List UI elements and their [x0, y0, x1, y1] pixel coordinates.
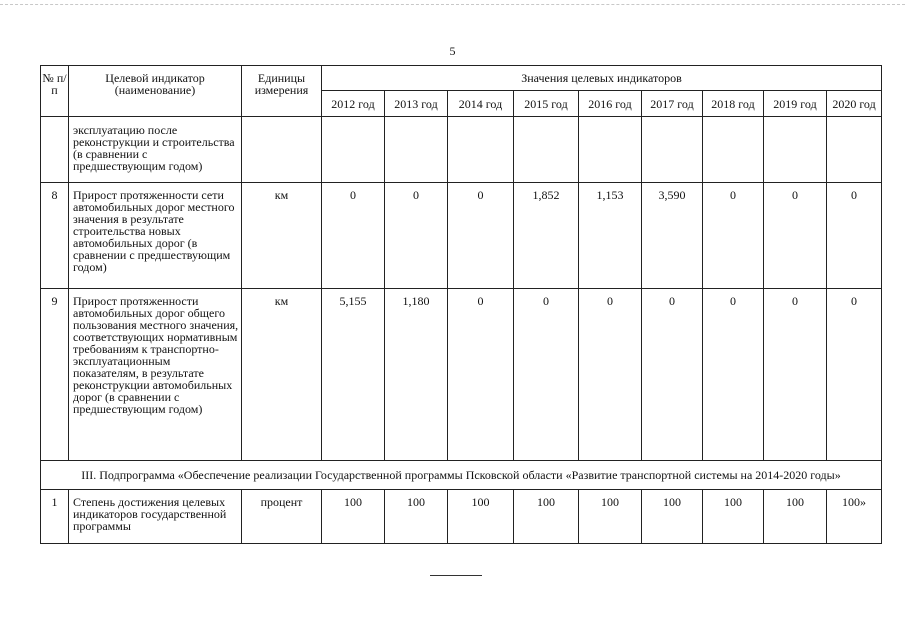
row-value: 0 — [448, 289, 514, 461]
page-top-edge — [0, 4, 905, 5]
header-year: 2012 год — [322, 91, 385, 117]
row-value: 0 — [579, 289, 642, 461]
header-unit: Единицы измерения — [242, 66, 322, 117]
section-title: III. Подпрограмма «Обеспечение реализации Государственной программы Псковской области «Развитие транспортной системы на 2014-2020 годы» — [41, 461, 882, 490]
table-row — [41, 490, 882, 544]
footer-divider — [430, 575, 482, 576]
row-unit — [242, 117, 322, 183]
row-value: 0 — [827, 183, 882, 289]
row-value: 100 — [579, 490, 642, 544]
row-num: 1 — [41, 490, 69, 544]
target-indicators-table — [40, 65, 882, 544]
row-unit: процент — [242, 490, 322, 544]
row-value — [514, 117, 579, 183]
header-year: 2017 год — [642, 91, 703, 117]
row-value: 0 — [764, 289, 827, 461]
row-value: 100» — [827, 490, 882, 544]
table-row — [41, 289, 882, 461]
row-num: 9 — [41, 289, 69, 461]
header-year: 2019 год — [764, 91, 827, 117]
row-value: 0 — [514, 289, 579, 461]
row-value: 100 — [703, 490, 764, 544]
row-value: 5,155 — [322, 289, 385, 461]
row-value — [827, 117, 882, 183]
table-row — [41, 117, 882, 183]
row-value — [448, 117, 514, 183]
header-year: 2018 год — [703, 91, 764, 117]
header-name: Целевой индикатор (наименование) — [69, 66, 242, 117]
row-name: эксплуатацию после реконструкции и строительства (в сравнении с предшествующим годом) — [69, 117, 242, 183]
row-unit: км — [242, 183, 322, 289]
row-value — [703, 117, 764, 183]
row-value: 0 — [642, 289, 703, 461]
row-value — [385, 117, 448, 183]
row-value: 0 — [385, 183, 448, 289]
row-value — [322, 117, 385, 183]
table-row — [41, 183, 882, 289]
row-value: 0 — [764, 183, 827, 289]
row-name: Прирост протяженности сети автомобильных дорог местного значения в результате строительства новых автомобильных дорог (в сравнении с предшествующим годом) — [69, 183, 242, 289]
header-year: 2016 год — [579, 91, 642, 117]
page-number: 5 — [449, 44, 456, 58]
row-num: 8 — [41, 183, 69, 289]
header-year: 2013 год — [385, 91, 448, 117]
row-value: 100 — [764, 490, 827, 544]
header-year: 2014 год — [448, 91, 514, 117]
header-year: 2015 год — [514, 91, 579, 117]
row-value: 100 — [642, 490, 703, 544]
row-value: 3,590 — [642, 183, 703, 289]
row-name: Степень достижения целевых индикаторов государственной программы — [69, 490, 242, 544]
row-value: 0 — [322, 183, 385, 289]
row-value: 100 — [448, 490, 514, 544]
row-value: 0 — [448, 183, 514, 289]
section-row — [41, 461, 882, 490]
row-unit: км — [242, 289, 322, 461]
header-num: № п/п — [41, 66, 69, 117]
header-year: 2020 год — [827, 91, 882, 117]
row-value: 100 — [514, 490, 579, 544]
row-value — [579, 117, 642, 183]
row-value: 0 — [703, 183, 764, 289]
row-value — [764, 117, 827, 183]
row-value: 0 — [703, 289, 764, 461]
row-name: Прирост протяженности автомобильных дорог общего пользования местного значения, соответствующих нормативным требованиям к транспортно-эксплуатационным показателям, в результате реконструкции автомобильных дорог (в сравнении с предшествующим годом) — [69, 289, 242, 461]
row-value: 1,180 — [385, 289, 448, 461]
row-value: 100 — [385, 490, 448, 544]
row-num — [41, 117, 69, 183]
row-value: 100 — [322, 490, 385, 544]
row-value: 1,852 — [514, 183, 579, 289]
row-value — [642, 117, 703, 183]
row-value: 0 — [827, 289, 882, 461]
header-values-group: Значения целевых индикаторов — [322, 66, 882, 91]
row-value: 1,153 — [579, 183, 642, 289]
